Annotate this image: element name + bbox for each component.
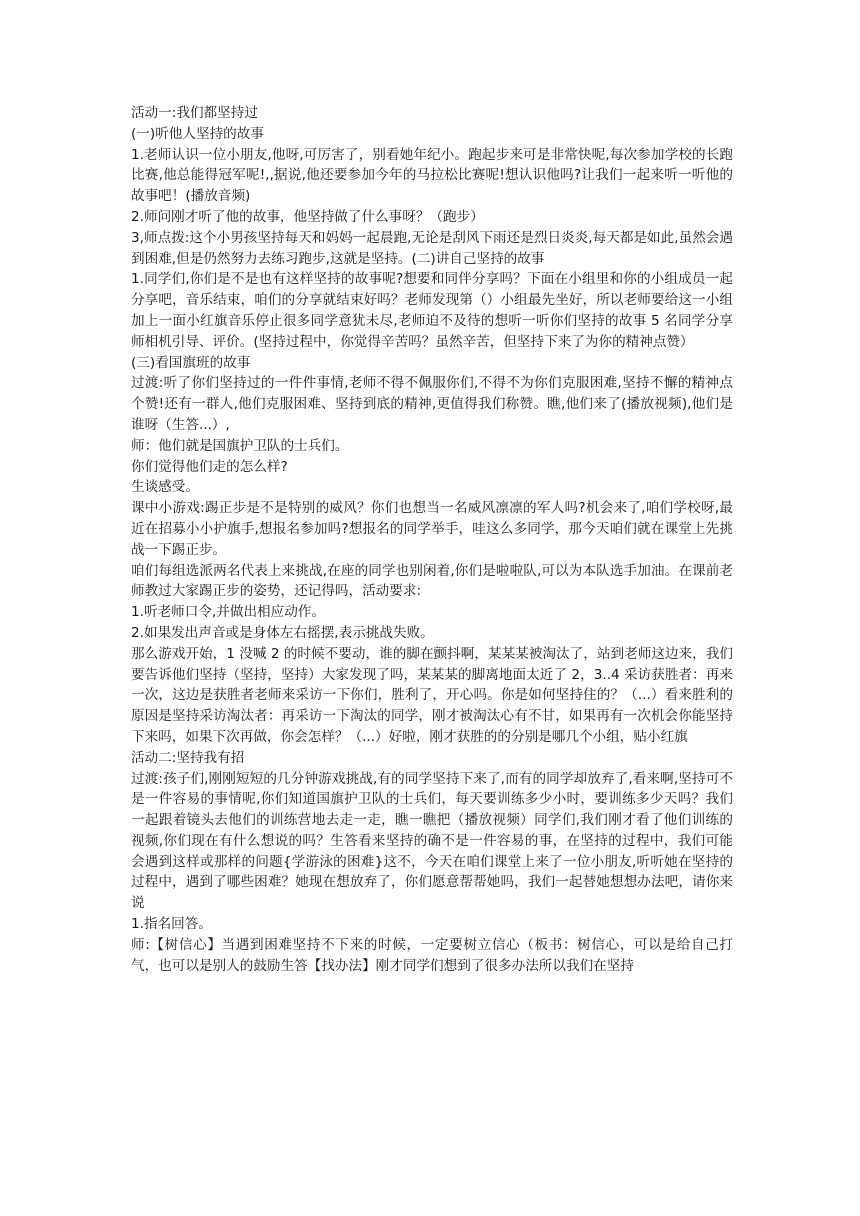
paragraph: 3,师点拨:这个小男孩坚持每天和妈妈一起晨跑,无论是刮风下雨还是烈日炎炎,每天都是如此,虽然会遇到困难,但是仍然努力去练习跑步,这就是坚持。(二)讲自己坚持的故事 xyxy=(131,229,733,267)
paragraph: 咱们每组选派两名代表上来挑战,在座的同学也别闲着,你们是啦啦队,可以为本队选手加油。在课前老师教过大家踢正步的姿势，还记得吗，活动要求: xyxy=(131,562,733,600)
activity-one-heading: 活动一:我们都坚持过 xyxy=(131,105,258,121)
list-item: 2.如果发出声音或是身体左右摇摆,表示挑战失败。 xyxy=(131,624,434,641)
section-heading: (一)听他人坚持的故事 xyxy=(131,125,264,142)
paragraph: 那么游戏开始，1 没喊 2 的时候不要动，谁的脚在颤抖啊，某某某被淘汰了，站到老师这边来，我们要告诉他们坚持（坚持，坚持）大家发现了吗，某某某的脚离地面太近了 2，3..4 采访获胜者：再来一次，这边是获胜者老师来采访一下你们，胜利了，开心吗。你是如何坚持住的？（...）看来胜利的原因是坚持采访淘汰者：再采访一下淘汰的同学，刚才被淘汰心有不甘，如果再有一次机会你能坚持下来吗，如果下次再做，你会怎样？（...）好啦，刚才获胜的的分别是哪几个小组，贴小红旗 xyxy=(131,645,733,745)
document-body xyxy=(131,103,733,976)
paragraph: 1.老师认识一位小朋友,他呀,可厉害了，别看她年纪小。跑起步来可是非常快呢,每次参加学校的长跑比赛,他总能得冠军呢!,,据说,他还要参加今年的马拉松比赛呢!想认识他吗?让我们一起来听一听他的故事吧！(播放音频) xyxy=(131,146,733,205)
activity-two-heading: 活动二:坚持我有招 xyxy=(131,749,245,766)
paragraph: 1.同学们,你们是不是也有这样坚持的故事呢?想要和同伴分享吗？下面在小组里和你的小组成员一起分享吧，音乐结束，咱们的分享就结束好吗？老师发现第（）小组最先坐好，所以老师要给这一小组加上一面小红旗音乐停止很多同学意犹未尽,老师迫不及待的想听一听你们坚持的故事 5 名同学分享师相机引导、评价。(坚持过程中，你觉得辛苦吗？虽然辛苦，但坚持下来了为你的精神点赞） xyxy=(131,271,733,350)
paragraph: 课中小游戏:踢正步是不是特别的威风？你们也想当一名威风凛凛的军人吗?机会来了,咱们学校呀,最近在招募小小护旗手,想报名参加吗?想报名的同学举手，哇这么多同学，那今天咱们就在课堂上先挑战一下踢正步。 xyxy=(131,500,733,558)
section-heading: (三)看国旗班的故事 xyxy=(131,354,251,371)
paragraph: 生谈感受。 xyxy=(131,479,199,496)
paragraph: 过渡:孩子们,刚刚短短的几分钟游戏挑战,有的同学坚持下来了,而有的同学却放弃了,看来啊,坚持可不是一件容易的事情呢,你们知道国旗护卫队的士兵们，每天要训练多少小时，要训练多少天吗？我们一起跟着镜头去他们的训练营地去走一走，瞧一瞧把（播放视频）同学们,我们刚才看了他们训练的视频,你们现在有什么想说的吗？生答看来坚持的确不是一件容易的事，在坚持的过程中，我们可能会遇到这样或那样的问题{学游泳的困难}这不，今天在咱们课堂上来了一位小朋友,听听她在坚持的过程中，遇到了哪些困难？她现在想放弃了，你们愿意帮帮她吗，我们一起替她想想办法吧，请你来说 xyxy=(131,770,733,912)
paragraph: 2.师问刚才听了他的故事，他坚持做了什么事呀？（跑步） xyxy=(131,208,484,225)
paragraph: 师:【树信心】当遇到困难坚持不下来的时候，一定要树立信心（板书：树信心，可以是给自己打气，也可以是别人的鼓励生答【找办法】刚才同学们想到了很多办法所以我们在坚持 xyxy=(131,936,733,974)
list-item: 1.指名回答。 xyxy=(131,916,212,933)
paragraph: 过渡:听了你们坚持过的一件件事情,老师不得不佩服你们,不得不为你们克服困难,坚持不懈的精神点个赞!还有一群人,他们克服困难、坚持到底的精神,更值得我们称赞。瞧,他们来了(播放视频),他们是谁呀（生答...）, xyxy=(131,375,733,433)
paragraph: 师：他们就是国旗护卫队的士兵们。 xyxy=(131,437,349,454)
list-item: 1.听老师口令,并做出相应动作。 xyxy=(131,604,326,621)
paragraph: 你们觉得他们走的怎么样? xyxy=(131,458,288,475)
